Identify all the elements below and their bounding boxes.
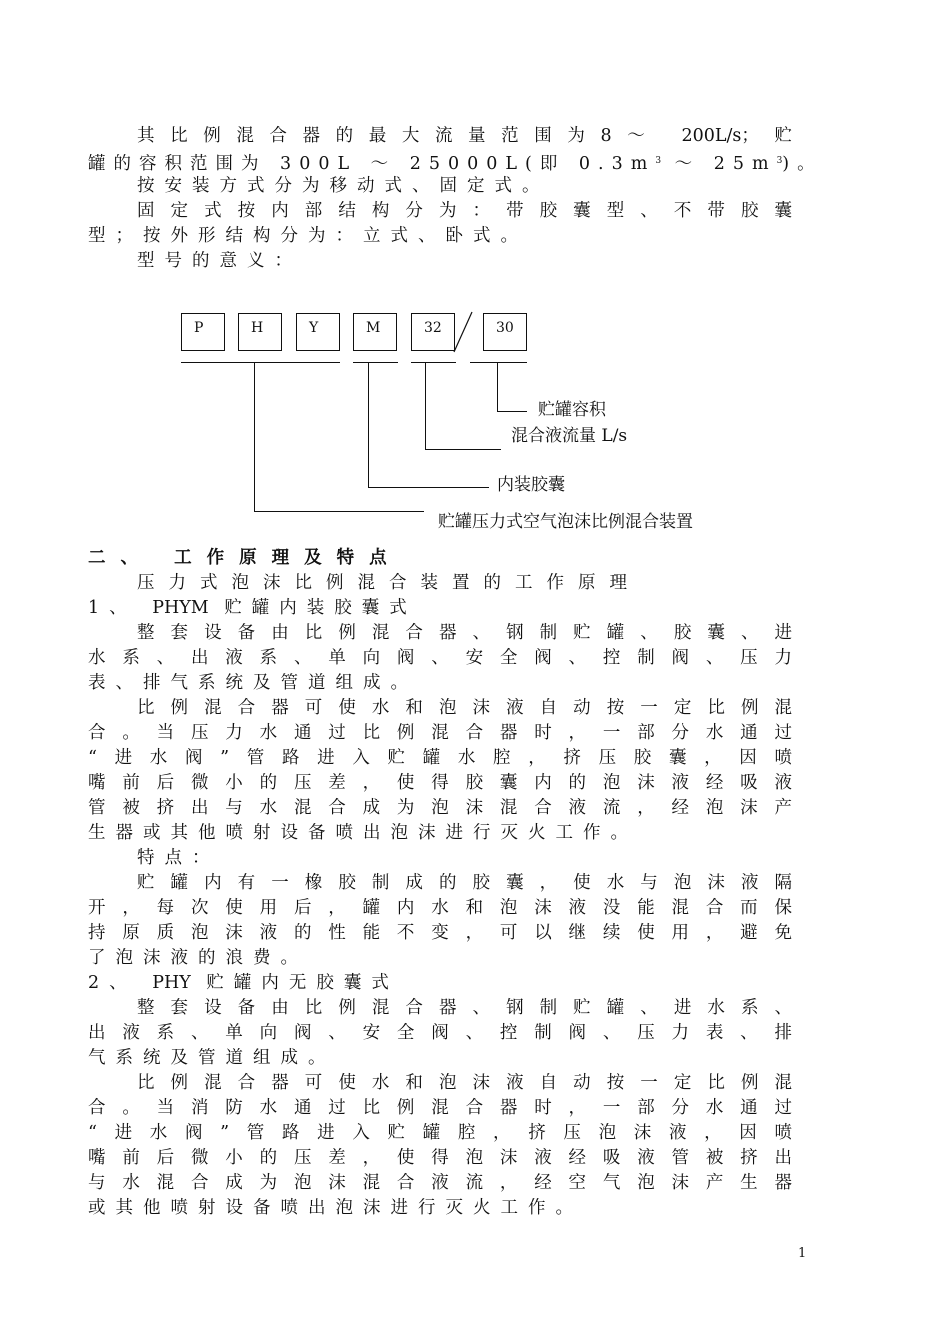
item1-p2-line3: “进水阀”管路进入贮罐水腔，挤压胶囊，因喷 [88,748,792,768]
item1-p2-line6: 生器或其他喷射设备喷出泡沫进行灭火工作。 [88,823,638,843]
label-flow: 混合液流量 L/s [511,426,628,446]
underline-m [353,362,398,363]
item2-p1-line1: 整套设备由比例混合器、钢制贮罐、进水系、 [137,998,792,1018]
section-subtitle: 压力式泡沫比例混合装置的工作原理 [137,573,641,593]
item1-p2-line1: 比例混合器可使水和泡沫液自动按一定比例混 [137,698,792,718]
item2-p2-line3: “进水阀”管路进入贮罐腔，挤压泡沫液，因喷 [88,1123,792,1143]
item2-p2-line5: 与水混合成为泡沫混合液流，经空气泡沫产生器 [88,1173,792,1193]
connector-bladder-h [368,487,489,488]
item1-p1-line3: 表、排气系统及管道组成。 [88,673,418,693]
item1-p3-line4: 了泡沫液的浪费。 [88,948,308,968]
item1-p3-line1: 贮罐内有一橡胶制成的胶囊，使水与泡沫液隔 [137,873,792,893]
model-box-flow: 32 [411,313,455,351]
item1-p2-line2: 合。当压力水通过比例混合器时，一部分水通过 [88,723,792,743]
page-number: 1 [798,1246,807,1261]
item2-p1-line3: 气系统及管道组成。 [88,1048,336,1068]
structure-type-line-2: 型；按外形结构分为：立式、卧式。 [88,226,528,246]
underline-phy [181,362,340,363]
label-device: 贮罐压力式空气泡沫比例混合装置 [438,512,693,532]
item1-p2-line4: 嘴前后微小的压差，使得胶囊内的泡沫液经吸液 [88,773,792,793]
connector-device-h [254,511,424,512]
install-type-line: 按安装方式分为移动式、固定式。 [137,176,550,196]
underline-flow [411,362,456,363]
item1-p1-line1: 整套设备由比例混合器、钢制贮罐、胶囊、进 [137,623,792,643]
connector-bladder [368,363,369,487]
connector-device [254,363,255,511]
model-box-y: Y [296,313,340,351]
item2-p2-line4: 嘴前后微小的压差，使得泡沫液经吸液管被挤出 [88,1148,792,1168]
model-box-capacity: 30 [483,313,527,351]
item1-p3-line3: 持原质泡沫液的性能不变，可以继续使用，避免 [88,923,792,943]
label-bladder: 内装胶囊 [497,475,565,495]
item2-title: 2、 PHY 贮罐内无胶囊式 [88,973,399,993]
item1-p1-line2: 水系、出液系、单向阀、安全阀、控制阀、压力 [88,648,792,668]
item1-p2-line5: 管被挤出与水混合成为泡沫混合液流，经泡沫产 [88,798,792,818]
item1-p3-line2: 开，每次使用后，罐内水和泡沫液没能混合而保 [88,898,792,918]
slash-separator [450,311,480,353]
structure-type-line-1: 固定式按内部结构分为：带胶囊型、不带胶囊 [137,201,792,221]
item1-title: 1、 PHYM 贮罐内装胶囊式 [88,598,417,618]
underline-capacity [470,362,527,363]
item2-p2-line2: 合。当消防水通过比例混合器时，一部分水通过 [88,1098,792,1118]
model-box-p: P [181,313,225,351]
connector-capacity [497,363,498,411]
connector-flow [425,363,426,449]
section-heading: 二、 工作原理及特点 [88,548,402,568]
label-capacity: 贮罐容积 [538,400,606,420]
item2-p1-line2: 出液系、单向阀、安全阀、控制阀、压力表、排 [88,1023,792,1043]
model-box-m: M [353,313,397,351]
model-meaning-label: 型号的意义： [137,251,302,271]
intro-line-1: 其比例混合器的最大流量范围为8～ 200L/s；贮 [137,126,792,146]
item2-p2-line6: 或其他喷射设备喷出泡沫进行灭火工作。 [88,1198,583,1218]
model-box-h: H [238,313,282,351]
connector-flow-h [425,449,501,450]
connector-capacity-h [497,411,527,412]
feature-label: 特点： [137,848,220,868]
item2-p2-line1: 比例混合器可使水和泡沫液自动按一定比例混 [137,1073,792,1093]
intro-line-2: 罐的容积范围为 300L ～ 25000L(即 $0.3m^3$ ～ $25m^3$)。 [88,154,823,174]
